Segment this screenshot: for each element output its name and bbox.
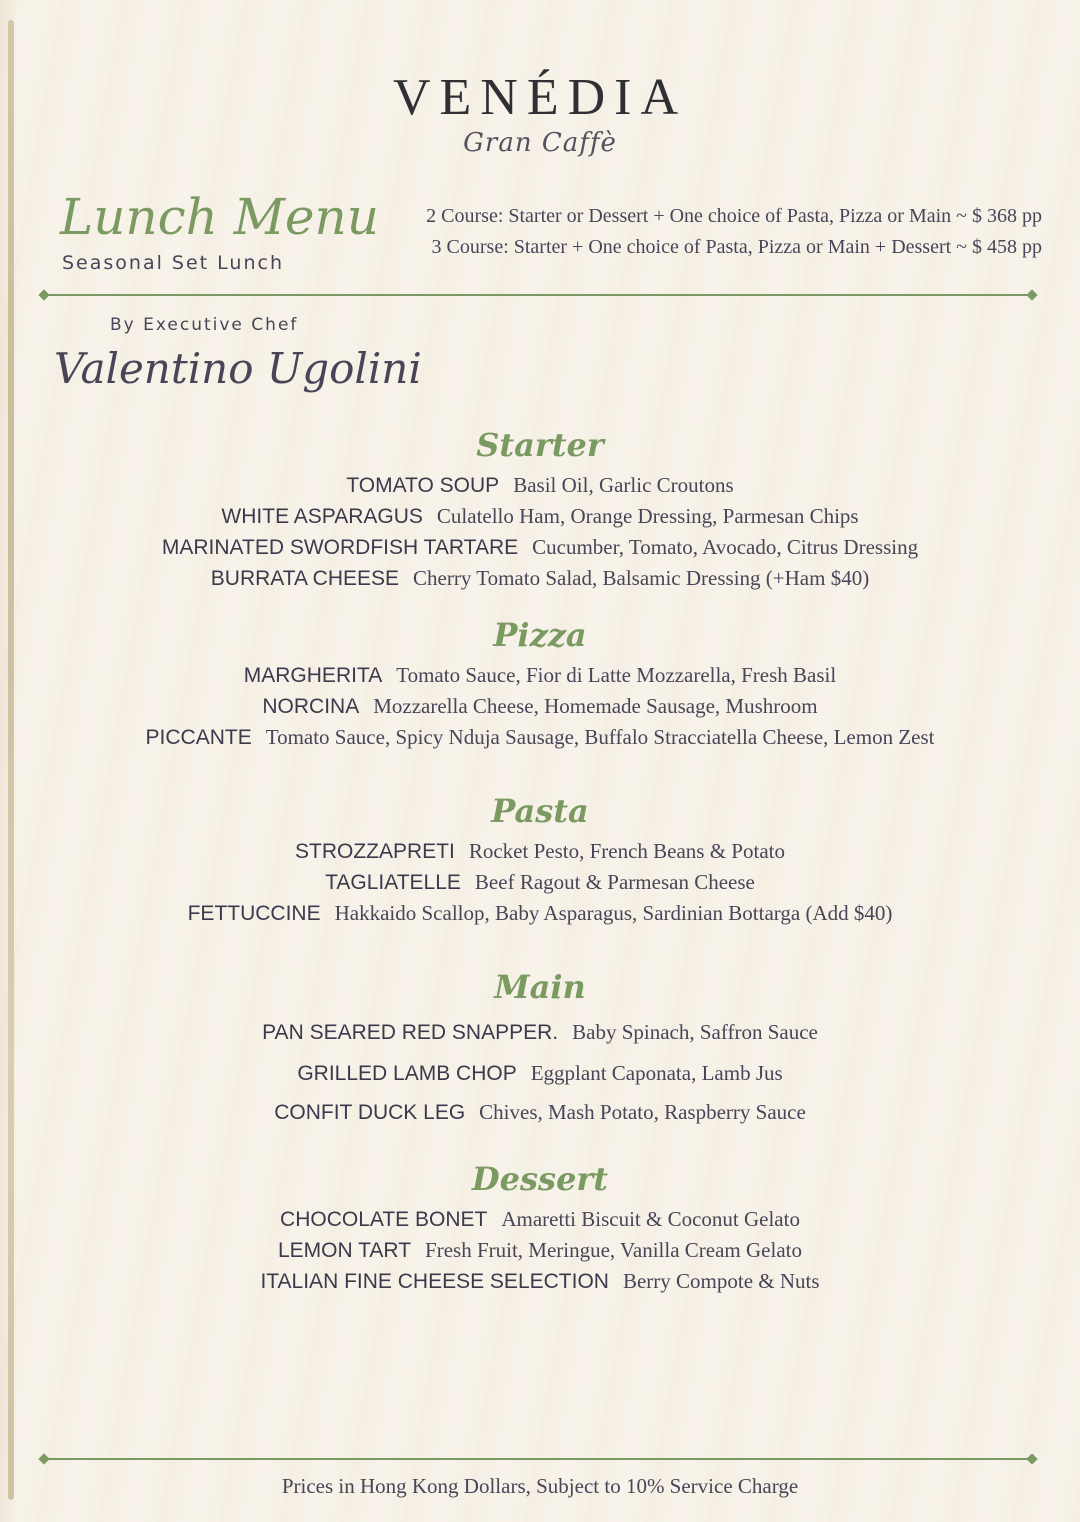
item-description: Eggplant Caponata, Lamb Jus	[530, 1061, 783, 1085]
item-description: Cherry Tomato Salad, Balsamic Dressing (+Ham $40)	[413, 566, 870, 590]
menu-subtitle: Seasonal Set Lunch	[62, 252, 284, 274]
item-name: WHITE ASPARAGUS	[221, 505, 423, 528]
item-name: CONFIT DUCK LEG	[274, 1101, 466, 1124]
section-title: Main	[494, 968, 586, 1006]
item-description: Rocket Pesto, French Beans & Potato	[468, 839, 785, 863]
item-name: PICCANTE	[145, 726, 252, 749]
menu-item	[0, 1204, 1080, 1235]
menu-item	[0, 691, 1080, 722]
item-name: TAGLIATELLE	[325, 871, 461, 894]
course-pricing	[426, 201, 1042, 263]
item-description: Berry Compote & Nuts	[622, 1269, 820, 1293]
item-description: Fresh Fruit, Meringue, Vanilla Cream Gelato	[425, 1238, 802, 1262]
section-pizza	[0, 610, 1080, 753]
item-description: Beef Ragout & Parmesan Cheese	[474, 870, 755, 894]
item-name: TOMATO SOUP	[346, 474, 500, 497]
item-name: NORCINA	[262, 695, 360, 718]
brand-name: VENÉDIA	[392, 69, 688, 126]
menu-title: Lunch Menu	[60, 188, 379, 246]
item-name: GRILLED LAMB CHOP	[297, 1062, 517, 1085]
chef-signature: Valentino Ugolini	[54, 344, 422, 393]
item-description: Amaretti Biscuit & Coconut Gelato	[501, 1207, 800, 1231]
menu-item	[0, 660, 1080, 691]
section-pasta	[0, 786, 1080, 929]
item-description: Hakkaido Scallop, Baby Asparagus, Sardinian Bottarga (Add $40)	[334, 901, 893, 925]
item-description: Tomato Sauce, Fior di Latte Mozzarella, Fresh Basil	[396, 663, 837, 687]
item-description: Cucumber, Tomato, Avocado, Citrus Dressing	[532, 535, 919, 559]
section-main	[0, 962, 1080, 1131]
item-name: STROZZAPRETI	[295, 840, 455, 863]
menu-item	[0, 470, 1080, 501]
section-title: Pasta	[491, 792, 589, 830]
item-name: ITALIAN FINE CHEESE SELECTION	[260, 1270, 609, 1293]
chef-label: By Executive Chef	[110, 315, 299, 335]
menu-item	[0, 1053, 1080, 1094]
item-name: FETTUCCINE	[187, 902, 321, 925]
item-description: Culatello Ham, Orange Dressing, Parmesan Chips	[436, 504, 859, 528]
menu-item	[0, 722, 1080, 753]
item-name: CHOCOLATE BONET	[280, 1208, 488, 1231]
menu-item	[0, 501, 1080, 532]
section-title: Starter	[476, 426, 604, 464]
menu-item	[0, 1012, 1080, 1053]
item-name: PAN SEARED RED SNAPPER.	[262, 1021, 559, 1044]
menu-item	[0, 1266, 1080, 1297]
divider-bottom	[44, 1458, 1032, 1460]
section-starter	[0, 420, 1080, 594]
menu-item	[0, 532, 1080, 563]
item-description: Mozzarella Cheese, Homemade Sausage, Mushroom	[373, 694, 818, 718]
item-description: Baby Spinach, Saffron Sauce	[572, 1020, 818, 1044]
menu-item	[0, 1235, 1080, 1266]
menu-item	[0, 836, 1080, 867]
course-option-3: 3 Course: Starter + One choice of Pasta, Pizza or Main + Dessert ~ $ 458 pp	[431, 236, 1042, 258]
brand-subtitle: Gran Caffè	[463, 128, 617, 158]
menu-item	[0, 898, 1080, 929]
divider-top	[44, 294, 1032, 296]
item-name: BURRATA CHEESE	[210, 567, 400, 590]
course-option-2: 2 Course: Starter or Dessert + One choice of Pasta, Pizza or Main ~ $ 368 pp	[426, 205, 1042, 227]
section-title: Dessert	[471, 1160, 609, 1198]
item-name: LEMON TART	[278, 1239, 412, 1262]
item-name: MARGHERITA	[243, 664, 383, 687]
item-description: Tomato Sauce, Spicy Nduja Sausage, Buffalo Stracciatella Cheese, Lemon Zest	[265, 725, 935, 749]
menu-item	[0, 563, 1080, 594]
menu-item	[0, 867, 1080, 898]
menu-item	[0, 1094, 1080, 1131]
section-title: Pizza	[493, 616, 587, 654]
item-description: Basil Oil, Garlic Croutons	[513, 473, 734, 497]
item-name: MARINATED SWORDFISH TARTARE	[161, 536, 519, 559]
section-dessert	[0, 1154, 1080, 1297]
price-footnote: Prices in Hong Kong Dollars, Subject to 10% Service Charge	[281, 1474, 799, 1498]
item-description: Chives, Mash Potato, Raspberry Sauce	[479, 1100, 806, 1124]
